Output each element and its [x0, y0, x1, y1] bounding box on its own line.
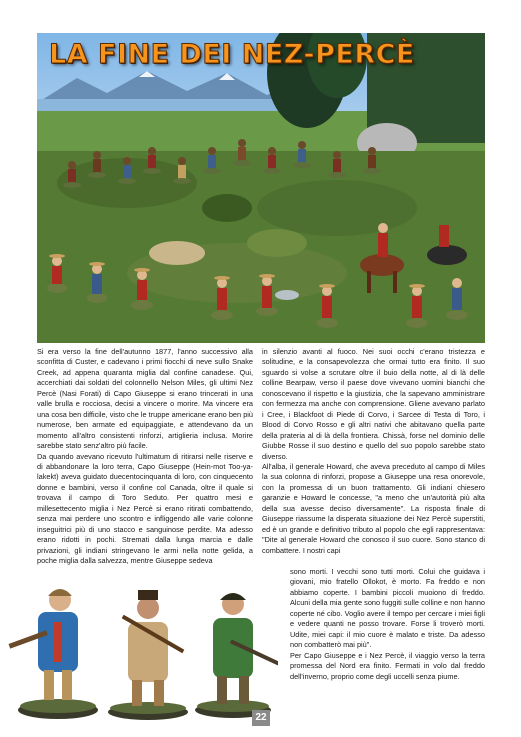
diorama-illustration: [37, 33, 485, 343]
article-title: LA FINE DEI NEZ-PERCÈ: [49, 39, 415, 70]
paragraph: Si era verso la fine dell'autunno 1877, l'anno successivo alla sconfitta di Custer, e cadevano i primi fiocchi di neve sullo Snake Creek, ad appena quaranta miglia dal confine canadese. Qui, accerchiati dai soldati del colonnello Nelson Miles, gli ultimi Nez Percè (Nasi Forati) di Capo Giuseppe si erano trincerati in una valle brulla e rocciosa, decisi a vincere o morire. Ma vincere era una cosa ben difficile, visto che le truppe americane erano ben più numerose, ben armate ed equipaggiate, e attendevano da un momento all'altro consistenti rinforzi, artiglieria inclusa. Morire sarebbe stato senz'altro più facile.: [37, 347, 253, 451]
hero-photo: [37, 33, 485, 343]
miniatures-photo: [8, 582, 278, 722]
right-column-indented: [290, 567, 485, 682]
paragraph: sono morti. I vecchi sono tutti morti. Colui che guidava i giovani, mio fratello Ollokot, è morto. Fa freddo e non abbiamo coperte. I bambini piccoli muoiono di freddo. Alcuni della mia gente sono fuggiti sulle colline e non hanno coperte né cibo. Voglio avere il tempo per cercare i miei figli e vedere quanti ne posso trovare. Forse li troverò morti. Udite, miei capi: il mio cuore è malato e triste. Da adesso non combatterò mai più".: [290, 567, 485, 650]
paragraph: in silenzio avanti al fuoco. Nei suoi occhi c'erano tristezza e solitudine, e la consapevolezza che ormai tutto era finito. Il suo sguardo si volse a scrutare oltre il buio della notte, al di là delle colline Bearpaw, verso il paese dove vivevano uomini bianchi che conoscevano il rispetto e la giustizia, che la sapevano amministrare con fermezza ma anche con comprensione. Gliene avevano parlato i Cree, i Blackfoot di Piede di Corvo, i Sarcee di Testa di Toro, i Blood di Corvo Rosso e gli altri nativi che abitavano quella parte della prateria al di là della frontiera. Chissà, forse nel dominio delle Giubbe Rosse il suo destino e quello del suo popolo sarebbe stato diverso.: [262, 347, 485, 461]
paragraph: All'alba, il generale Howard, che aveva preceduto al campo di Miles la sua colonna di rinforzi, propose a Giuseppe una resa onorevole, con la promessa di un buon trattamento. Gli indiani chiesero garanzie e Howard le concesse, "a meno che un'autorità più alta della sua avesse deciso diversamente". La risposta finale di Giuseppe riassume la disperata situazione dei Nez Percè superstiti, ed è un grande e definitivo tributo al popolo che egli rappresentava: "Dite al generale Howard che conosco il suo cuore. Sono stanco di combattere. I nostri capi: [262, 461, 485, 555]
page-number: 22: [252, 710, 270, 726]
paragraph: Da quando avevano ricevuto l'ultimatum di ritirarsi nelle riserve e di abbandonare la loro terra, Capo Giuseppe (Hein-mot Too-ya-lakekt) aveva guidato duecentocinquanta di loro, con cinquecento donne e bambini, verso il confine col Canada, oltre il quale si trovava il campo di Toro Seduto. Per quattro mesi e millesettecento miglia i Nez Percè si erano ritirati combattendo, senza mai perdere uno scontro e infliggendo alle varie colonne inseguitrici più di uno stacco e sanguinose perdite. Ma adesso erano ridotti in pochi. Stremati dalla lunga marcia e dalle privazioni, gli indiani stringevano le armi nella notte gelida, a poche miglia dalla salvezza, mentre Giuseppe sedeva: [37, 451, 253, 566]
left-column: [37, 347, 253, 567]
paragraph: Per Capo Giuseppe e i Nez Percè, il viaggio verso la terra promessa del Nord era finito. Fermati in volo dal freddo dell'inverno, proprio come degli uccelli senza piume.: [290, 650, 485, 681]
right-column: [262, 347, 485, 556]
painted-miniatures-illustration: [8, 582, 278, 722]
